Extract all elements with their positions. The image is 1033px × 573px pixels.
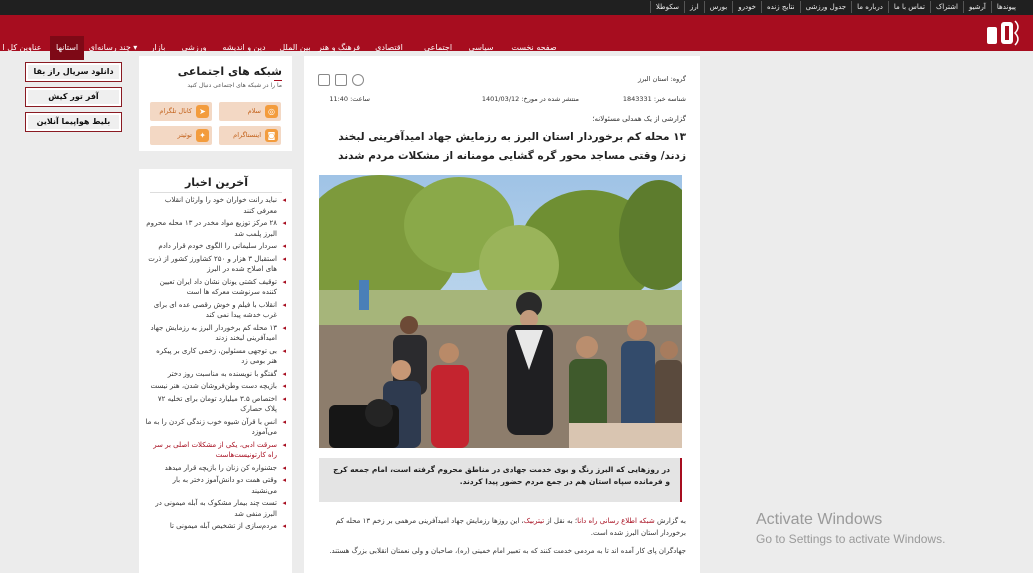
latest-news-list <box>145 195 286 534</box>
windows-activation-watermark <box>756 511 945 546</box>
nav-item[interactable]: دین و اندیشه <box>222 43 266 52</box>
site-header <box>0 15 1033 51</box>
telegram-icon: ➤ <box>196 105 209 118</box>
twitter-icon: ✦ <box>196 129 209 142</box>
top-link[interactable]: بورس <box>704 1 733 13</box>
publish-date: منتشر شده در مورخ: 1401/03/12 <box>481 95 579 103</box>
top-link[interactable]: نتایج زنده <box>761 1 800 13</box>
social-button[interactable] <box>219 102 281 121</box>
latest-news-item[interactable]: ◂ استقبال ۳ هزار و ۲۵۰ کشاورز کشور از ذرت های اصلاح شده در البرز <box>145 254 286 275</box>
article-paragraph-2: جهادگران پای کار آمده اند تا به مردمی خدمت کنند که به تعبیر امام خمینی (ره)، صاحبان و ولی نعمتان انقلابی بزرگ هستند. <box>329 547 686 555</box>
print-icon[interactable] <box>318 74 330 86</box>
nav-item[interactable]: استانها <box>50 36 84 60</box>
top-link[interactable]: آرشیو <box>963 1 991 13</box>
news-id: شناسه خبر: 1843331 <box>622 95 686 103</box>
article-paragraph-1 <box>318 515 686 539</box>
watermark-line-2: Go to Settings to activate Windows. <box>756 532 946 546</box>
article-kicker: گزارشی از یک همدلی مسئولانه؛ <box>592 115 686 123</box>
nav-item[interactable]: بازار <box>150 43 166 52</box>
top-utility-bar <box>0 0 1033 15</box>
social-networks-box <box>139 56 292 151</box>
salam-icon: ◎ <box>265 105 278 118</box>
latest-news-item[interactable]: ◂ اختصاص ۳.۵ میلیارد تومان برای تخلیه ۷۲ پلاک حصارک <box>145 394 286 415</box>
article-headline: ۱۳ محله کم برخوردار استان البرز به رزمایش جهاد امیدآفرینی لبخند زدند/ وقتی مساجد محور گره گشایی مومنانه از مشکلات مردم شدند <box>338 131 686 162</box>
nav-item[interactable]: صفحه نخست <box>511 43 557 52</box>
top-link[interactable]: سکوطلا <box>650 1 684 13</box>
latest-news-item[interactable]: ◂ سردار سلیمانی را الگوی خودم قرار دادم <box>145 241 286 252</box>
latest-news-item[interactable]: ◂ انقلاب با فیلم و خوش رقصی عده ای برای غرب خدشه پیدا نمی کند <box>145 300 286 321</box>
latest-news-item[interactable]: ◂ بی توجهی مسئولین، زخمی کاری بر پیکره هنر بومی زد <box>145 346 286 367</box>
social-title: شبکه های اجتماعی <box>177 65 282 78</box>
article-photo <box>319 175 682 448</box>
social-button[interactable] <box>219 126 281 145</box>
social-button-label: سلام <box>247 107 261 115</box>
para1-mid: ؛ به نقل از <box>544 517 578 525</box>
nav-item[interactable]: فرهنگ و هنر <box>317 43 361 52</box>
latest-news-item[interactable]: ◂ سرقت ادبی، یکی از مشکلات اصلی بر سر راه کارتونیست‌هاست <box>145 440 286 461</box>
top-link[interactable]: اشتراک <box>930 1 963 13</box>
site-logo[interactable] <box>965 17 1025 49</box>
top-link[interactable]: درباره ما <box>851 1 888 13</box>
social-button-label: اینستاگرام <box>233 131 261 139</box>
ad-button-kish-tour[interactable]: آفر تور کیش <box>25 87 122 107</box>
nav-item[interactable]: سیاسی <box>468 43 494 52</box>
source-link-2[interactable]: تیتربیک <box>523 517 545 525</box>
instagram-icon: ◙ <box>265 129 278 142</box>
latest-news-item[interactable]: ◂ ۲۸ مرکز توزیع مواد مخدر در ۱۳ محله محروم البرز پلمب شد <box>145 218 286 239</box>
title-accent <box>274 80 282 81</box>
save-icon[interactable] <box>335 74 347 86</box>
watermark-line-1: Activate Windows <box>756 511 883 528</box>
social-button[interactable] <box>150 102 212 121</box>
sidebar <box>139 56 292 573</box>
ad-button-raz-baqa[interactable]: دانلود سریال راز بقا <box>25 62 122 82</box>
latest-news-item[interactable]: ◂ بازیچه دست وطن‌فروشان شدن، هنر نیست <box>145 381 286 392</box>
top-link[interactable]: پیوندها <box>991 1 1021 13</box>
title-divider <box>150 192 282 193</box>
top-link[interactable]: جدول ورزشی <box>800 1 852 13</box>
source-link[interactable]: شبکه اطلاع رسانی راه دانا <box>577 517 655 525</box>
latest-news-item[interactable]: ◂ نباید رانت خواران خود را وارثان انقلاب معرفی کنند <box>145 195 286 216</box>
email-icon[interactable] <box>352 74 364 86</box>
top-link[interactable]: ارز <box>684 1 704 13</box>
nav-item[interactable]: چند رسانه‌ای ▾ <box>88 43 138 52</box>
latest-news-item[interactable]: ◂ جشنواره کن زنان را بازیچه قرار میدهد <box>145 463 286 474</box>
latest-news-item[interactable]: ◂ مردم‌سازی از تشخیص آبله میمونی تا <box>145 521 286 532</box>
latest-news-item[interactable]: ◂ انس با قرآن شیوه خوب زندگی کردن را به ما می‌آموزد <box>145 417 286 438</box>
nav-item[interactable]: عناوین کل ا <box>2 43 42 52</box>
nav-item[interactable]: ورزشی <box>181 43 207 52</box>
social-subtitle: ما را در شبکه های اجتماعی دنبال کنید <box>187 82 282 89</box>
latest-news-item[interactable]: ◂ گفتگو با نویسنده به مناسبت روز دختر <box>145 369 286 380</box>
para1-suffix: ، این روزها رزمایش جهاد امیدآفرینی مرهمی بر زخم ۱۳ محله کم برخوردار استان البرز شده است. <box>335 517 686 537</box>
latest-news-item[interactable]: ◂ توقیف کشتی یونان نشان داد ایران تعیین کننده سرنوشت معرکه ها است <box>145 277 286 298</box>
para1-prefix: به گزارش <box>654 517 686 525</box>
nav-item[interactable]: اقتصادی <box>375 43 403 52</box>
article-panel <box>304 56 700 573</box>
nav-item[interactable]: اجتماعی <box>423 43 453 52</box>
article-lead: در روزهایی که البرز رنگ و بوی خدمت جهادی در مناطق محروم گرفته است، امام جمعه کرج و فرمانده سپاه استان هم در جمع مردم حضور پیدا کردند. <box>319 458 682 502</box>
social-button-label: توئیتر <box>177 131 192 139</box>
ad-button-flight-ticket[interactable]: بلیط هواپیما آنلاین <box>25 112 122 132</box>
latest-news-item[interactable]: ◂ ۱۳ محله کم برخوردار البرز به رزمایش جهاد امیدآفرینی لبخند زدند <box>145 323 286 344</box>
top-link[interactable]: تماس با ما <box>888 1 930 13</box>
nav-item[interactable]: بین الملل <box>279 43 311 52</box>
article-group: گروه: استان البرز <box>638 75 686 83</box>
top-link[interactable]: خودرو <box>732 1 761 13</box>
latest-news-box <box>139 169 292 573</box>
social-button[interactable] <box>150 126 212 145</box>
latest-title: آخرین اخبار <box>184 176 248 189</box>
latest-news-item[interactable]: ◂ وقتی همت دو دانش‌آموز دختر به بار می‌نشیند <box>145 475 286 496</box>
publish-time: ساعت: 11:40 <box>329 95 370 103</box>
latest-news-item[interactable]: ◂ تست چند بیمار مشکوک به آبله میمونی در البرز منفی شد <box>145 498 286 519</box>
social-button-label: کانال تلگرام <box>159 107 192 115</box>
